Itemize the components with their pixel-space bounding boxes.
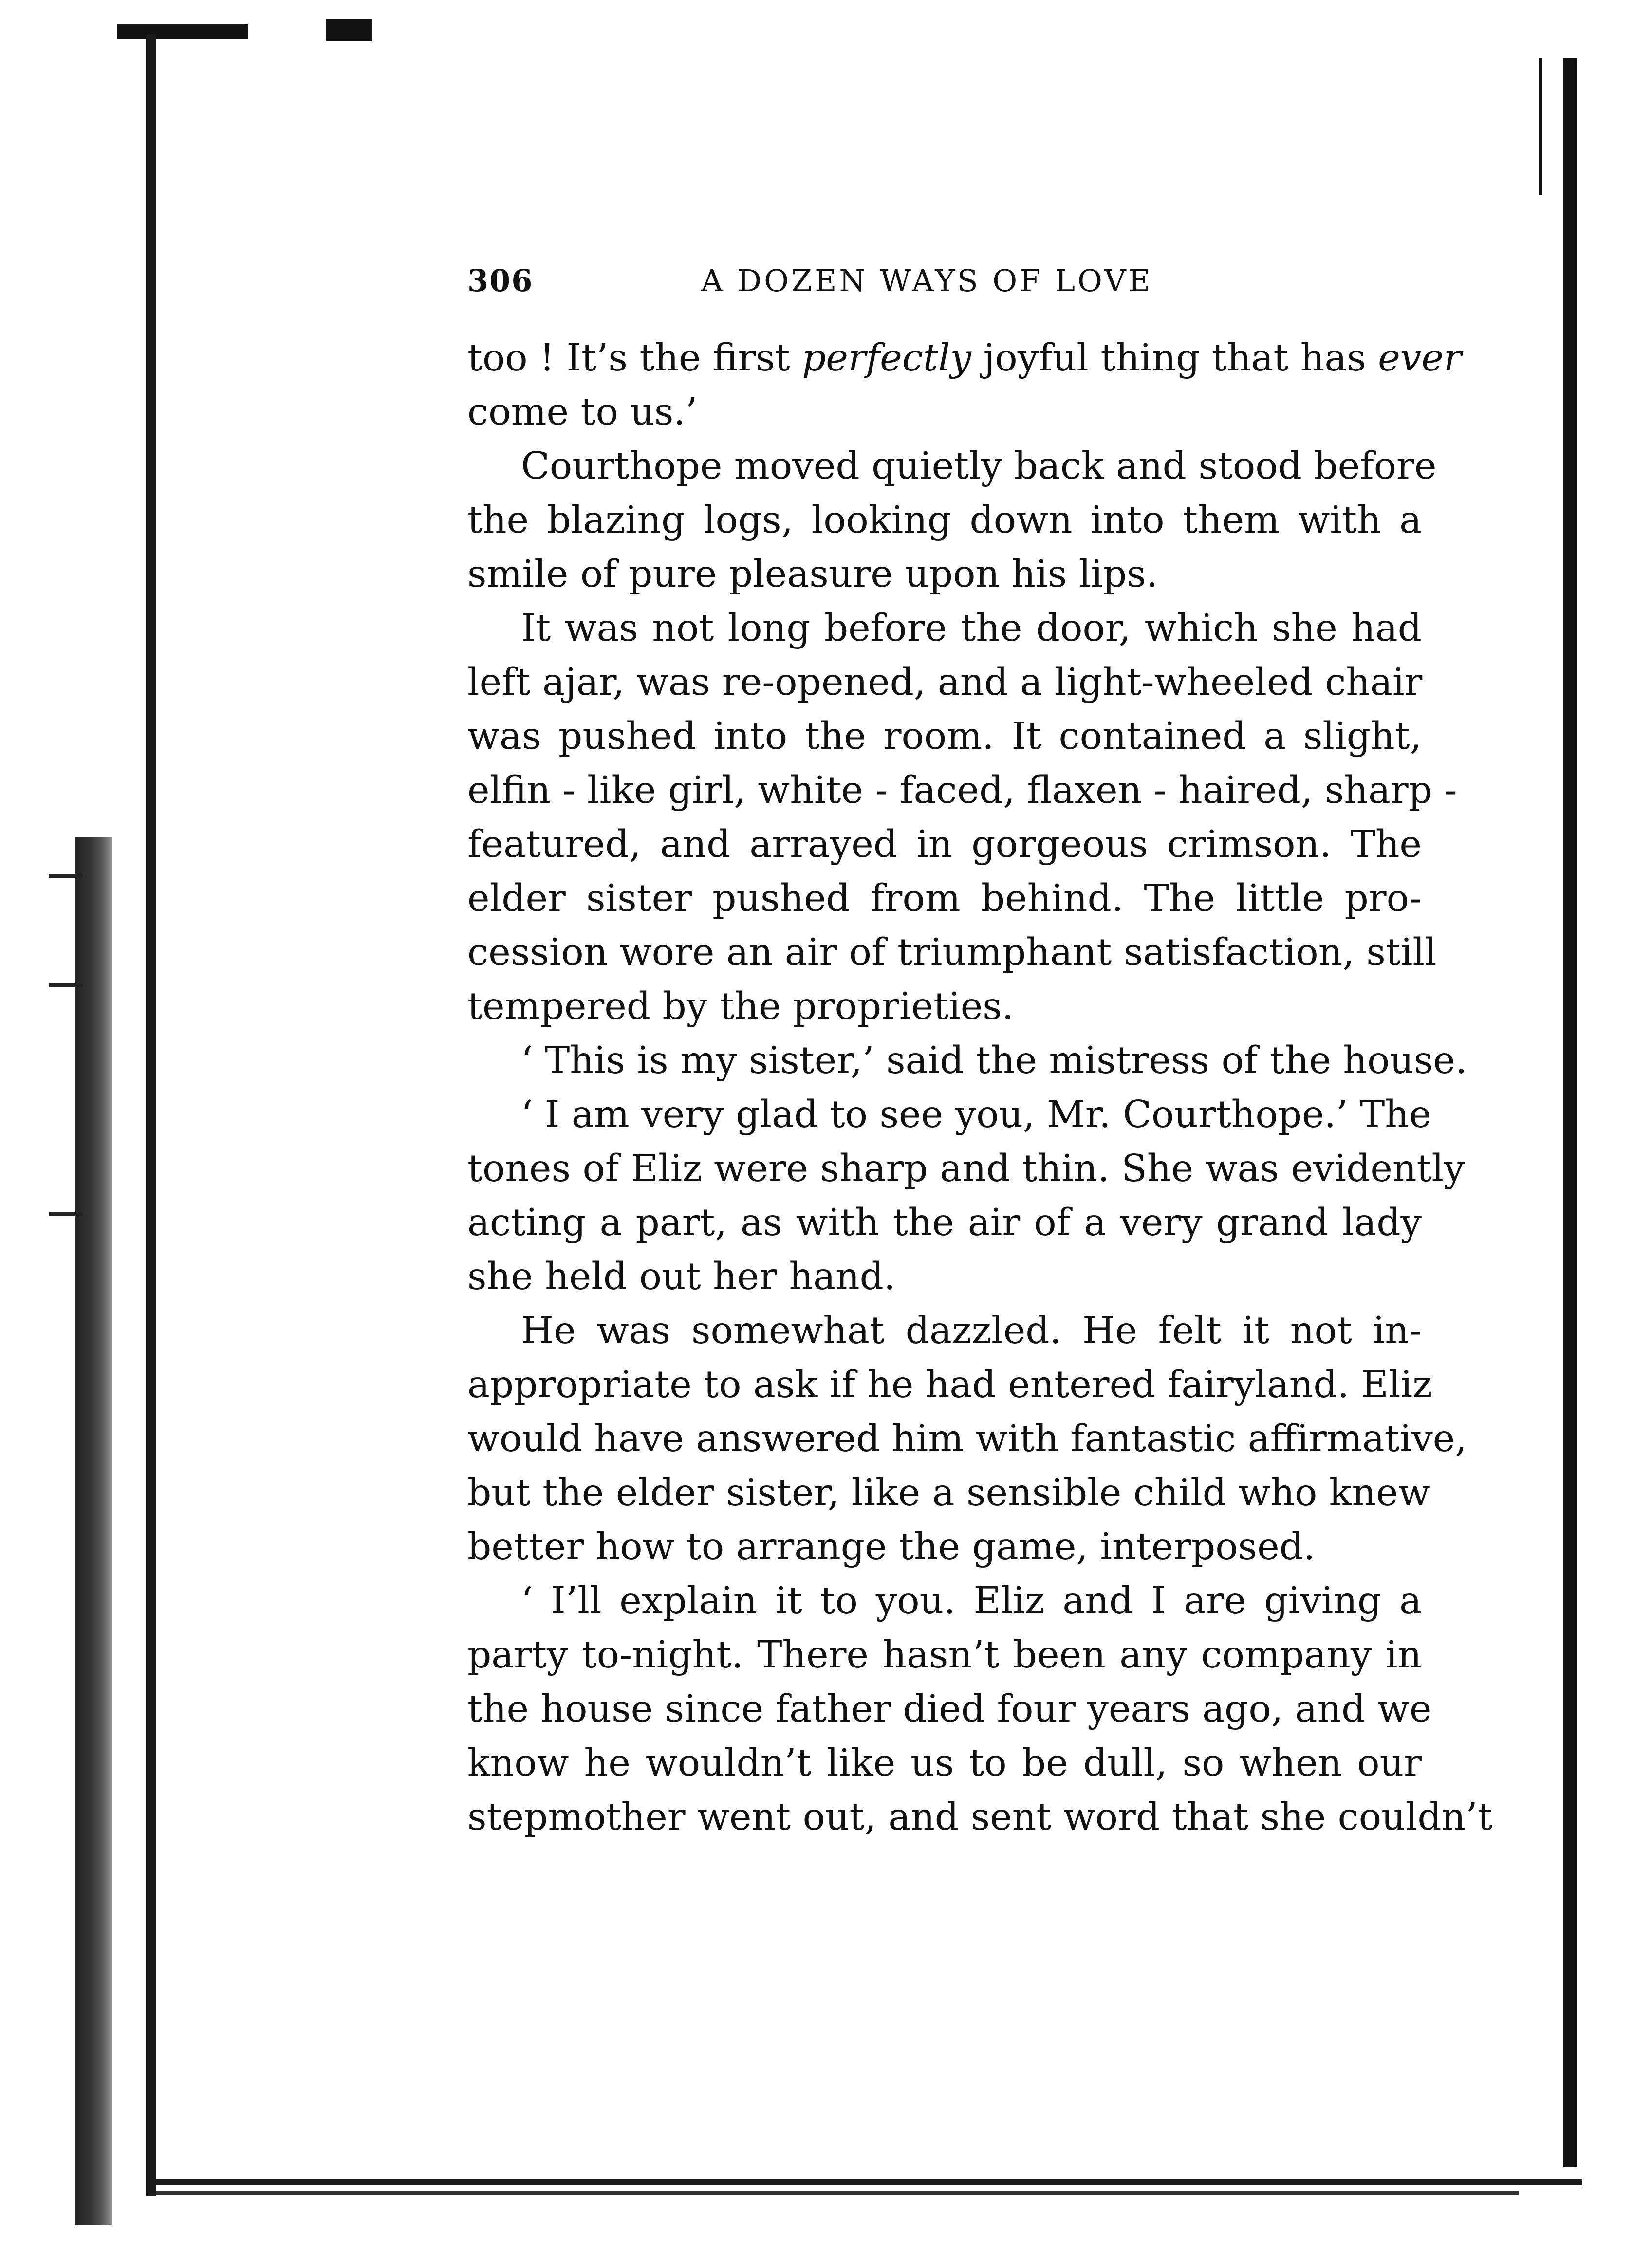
scan-edge-left-binding xyxy=(75,837,112,2225)
scan-edge-right-bar xyxy=(1563,58,1577,2167)
text-segment: she held out her hand. xyxy=(467,1255,896,1298)
running-header xyxy=(467,263,1417,307)
scan-edge-bottom xyxy=(156,2179,1582,2185)
text-segment: ‘ I am very glad to see you, Mr. Courthope.’ The xyxy=(521,1093,1431,1136)
scan-edge-bottom-shadow xyxy=(156,2191,1519,2195)
text-line xyxy=(467,1736,1422,1790)
scan-edge-tick xyxy=(49,983,83,987)
text-segment: would have answered him with fantastic affirmative, xyxy=(467,1417,1467,1461)
text-line xyxy=(467,1628,1422,1682)
italic-text: perfectly xyxy=(802,336,971,380)
scan-edge-left-line xyxy=(146,34,156,2196)
text-segment: ‘ This is my sister,’ said the mistress of the house. xyxy=(521,1039,1467,1082)
text-line xyxy=(467,331,1462,385)
text-line xyxy=(467,1574,1422,1628)
text-segment: stepmother went out, and sent word that she couldn’t xyxy=(467,1796,1493,1839)
text-segment: party to-night. There hasn’t been any company in xyxy=(467,1633,1422,1677)
text-segment: but the elder sister, like a sensible child who knew xyxy=(467,1471,1430,1515)
text-segment: He was somewhat dazzled. He felt it not in- xyxy=(521,1309,1422,1352)
scan-edge-right-thin xyxy=(1539,58,1542,195)
text-segment: elder sister pushed from behind. The little pro- xyxy=(467,877,1422,920)
text-segment: was pushed into the room. It contained a slight, xyxy=(467,715,1422,758)
scan-edge-tick xyxy=(49,1212,83,1216)
text-line xyxy=(467,439,1437,493)
running-title: A DOZEN WAYS OF LOVE xyxy=(701,263,1153,298)
text-line xyxy=(467,1088,1431,1142)
text-line xyxy=(467,1142,1465,1196)
italic-text: ever xyxy=(1378,336,1462,380)
text-segment: better how to arrange the game, interposed. xyxy=(467,1525,1316,1569)
text-segment: the house since father died four years ago, and we xyxy=(467,1687,1432,1731)
text-segment: featured, and arrayed in gorgeous crimson. The xyxy=(467,823,1422,866)
text-segment: acting a part, as with the air of a very grand lady xyxy=(467,1201,1422,1244)
text-line xyxy=(467,1790,1493,1844)
text-line xyxy=(467,1304,1422,1358)
text-segment: the blazing logs, looking down into them with a xyxy=(467,499,1422,542)
text-line xyxy=(467,493,1422,547)
scan-edge-top-left xyxy=(117,24,248,39)
text-line xyxy=(467,601,1422,655)
text-line xyxy=(467,980,1422,1034)
text-line xyxy=(467,926,1437,980)
text-segment: smile of pure pleasure upon his lips. xyxy=(467,553,1158,596)
text-segment: tones of Eliz were sharp and thin. She was evidently xyxy=(467,1147,1465,1190)
text-line xyxy=(467,1358,1432,1412)
text-segment: left ajar, was re-opened, and a light-wheeled chair xyxy=(467,661,1423,704)
scan-edge-top-mark xyxy=(326,19,372,41)
text-line xyxy=(467,1250,1422,1304)
text-segment: ‘ I’ll explain it to you. Eliz and I are giving a xyxy=(521,1579,1422,1623)
text-line xyxy=(467,709,1422,763)
page-number: 306 xyxy=(467,263,534,298)
text-segment: come to us.’ xyxy=(467,390,698,434)
text-line xyxy=(467,1034,1467,1088)
text-line xyxy=(467,385,1422,439)
text-line xyxy=(467,1466,1430,1520)
text-line xyxy=(467,817,1422,871)
text-segment: It was not long before the door, which she had xyxy=(521,607,1422,650)
text-segment: joyful thing that has xyxy=(971,336,1378,380)
text-segment: Courthope moved quietly back and stood before xyxy=(521,444,1437,488)
text-line xyxy=(467,763,1457,817)
text-segment: know he wouldn’t like us to be dull, so when our xyxy=(467,1741,1422,1785)
text-segment: tempered by the proprieties. xyxy=(467,985,1014,1028)
text-line xyxy=(467,1682,1432,1736)
text-line xyxy=(467,1196,1422,1250)
text-segment: elfin - like girl, white - faced, flaxen - haired, sharp - xyxy=(467,769,1457,812)
text-line xyxy=(467,1412,1467,1466)
text-line xyxy=(467,547,1422,601)
text-line xyxy=(467,655,1422,709)
text-line xyxy=(467,1520,1422,1574)
body-text xyxy=(467,331,1493,1844)
text-segment: appropriate to ask if he had entered fairyland. Eliz xyxy=(467,1363,1432,1407)
scan-edge-tick xyxy=(49,874,83,878)
text-segment: too ! It’s the first xyxy=(467,336,802,380)
text-segment: cession wore an air of triumphant satisfaction, still xyxy=(467,931,1437,974)
text-line xyxy=(467,871,1422,926)
